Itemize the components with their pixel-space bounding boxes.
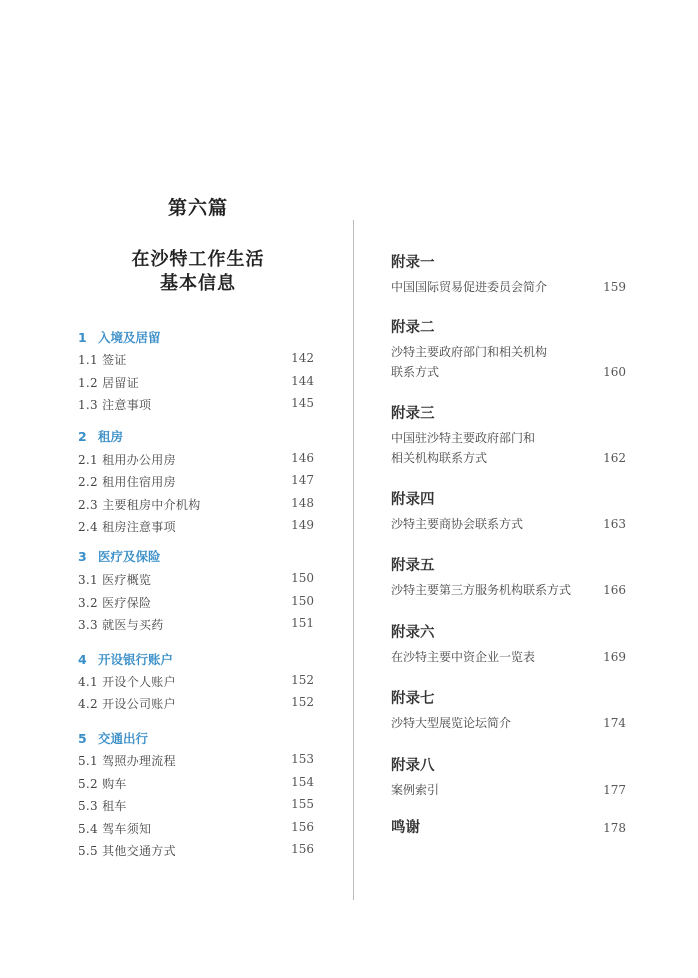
- toc-entry-page: 150: [291, 594, 314, 608]
- toc-entry-label: 2.1 租用办公用房: [78, 453, 176, 467]
- toc-entry[interactable]: [78, 594, 314, 611]
- appendix-entry-page: 162: [603, 451, 626, 465]
- appendix-entry-label: 案例索引: [391, 783, 440, 797]
- appendix-entry-label: 在沙特主要中资企业一览表: [391, 650, 536, 664]
- toc-entry-label: 2.4 租房注意事项: [78, 520, 176, 534]
- appendix-entry-label: 沙特主要商协会联系方式: [391, 517, 524, 531]
- toc-entry-label: 5.4 驾车须知: [78, 822, 152, 836]
- appendix-entry-4[interactable]: [391, 514, 626, 534]
- toc-entry[interactable]: [78, 496, 314, 513]
- toc-entry[interactable]: [78, 396, 314, 413]
- appendix-entry-page: 159: [603, 280, 626, 294]
- appendix-entry-page: 160: [603, 365, 626, 379]
- acknowledgement-title: 鸣谢: [391, 820, 420, 836]
- toc-entry-label: 2.3 主要租房中介机构: [78, 498, 201, 512]
- appendix-entry-page: 166: [603, 583, 626, 597]
- toc-entry[interactable]: [78, 752, 314, 769]
- toc-entry-page: 156: [291, 820, 314, 834]
- toc-entry-label: 3.2 医疗保险: [78, 596, 152, 610]
- toc-entry[interactable]: [78, 695, 314, 712]
- toc-entry[interactable]: [78, 351, 314, 368]
- toc-entry-label: 4.1 开设个人账户: [78, 675, 176, 689]
- toc-entry[interactable]: [78, 473, 314, 490]
- toc-entry[interactable]: [78, 797, 314, 814]
- section-heading-2[interactable]: [78, 427, 123, 445]
- appendix-title-2[interactable]: 附录二: [391, 320, 435, 336]
- toc-entry-label: 5.5 其他交通方式: [78, 844, 176, 858]
- toc-entry[interactable]: [78, 673, 314, 690]
- appendix-entry-8[interactable]: [391, 780, 626, 800]
- toc-entry[interactable]: [78, 571, 314, 588]
- appendix-entry-page: 163: [603, 517, 626, 531]
- section-number: 2: [78, 429, 87, 444]
- toc-entry[interactable]: [78, 374, 314, 391]
- appendix-entry-6[interactable]: [391, 647, 626, 667]
- toc-entry[interactable]: [78, 451, 314, 468]
- appendix-entry-label-line-2: 联系方式: [391, 365, 440, 379]
- section-title: 入境及居留: [98, 330, 161, 345]
- appendix-title-5[interactable]: 附录五: [391, 558, 435, 574]
- appendix-title-1[interactable]: 附录一: [391, 255, 435, 271]
- toc-entry-label: 5.2 购车: [78, 777, 127, 791]
- toc-entry-label: 1.3 注意事项: [78, 398, 152, 412]
- toc-entry-label: 3.1 医疗概览: [78, 573, 152, 587]
- section-heading-4[interactable]: [78, 650, 173, 668]
- toc-entry[interactable]: [78, 820, 314, 837]
- appendix-entry-label: 沙特大型展览论坛简介: [391, 716, 512, 730]
- section-title: 开设银行账户: [98, 652, 174, 667]
- appendix-title-8[interactable]: 附录八: [391, 758, 435, 774]
- section-heading-5[interactable]: [78, 729, 148, 747]
- chapter-title-line-2: 基本信息: [160, 273, 236, 294]
- chapter-title-line-1: 在沙特工作生活: [131, 249, 265, 270]
- appendix-entry-label-line-2: 相关机构联系方式: [391, 451, 488, 465]
- toc-entry-page: 150: [291, 571, 314, 585]
- toc-entry-label: 5.3 租车: [78, 799, 127, 813]
- section-title: 交通出行: [98, 731, 149, 746]
- section-heading-1[interactable]: [78, 328, 161, 346]
- toc-entry[interactable]: [78, 842, 314, 859]
- toc-entry-page: 144: [291, 374, 314, 388]
- section-heading-3[interactable]: [78, 547, 161, 565]
- chapter-title: [0, 248, 396, 296]
- appendix-title-7[interactable]: 附录七: [391, 691, 435, 707]
- appendix-entry-3[interactable]: [391, 428, 626, 468]
- section-number: 4: [78, 652, 87, 667]
- toc-entry-page: 148: [291, 496, 314, 510]
- appendix-entry-1[interactable]: [391, 277, 626, 297]
- toc-entry-page: 146: [291, 451, 314, 465]
- toc-entry-page: 156: [291, 842, 314, 856]
- acknowledgement-entry[interactable]: [391, 818, 626, 838]
- section-title: 租房: [98, 429, 124, 444]
- section-number: 3: [78, 549, 87, 564]
- appendix-entry-label: 沙特主要第三方服务机构联系方式: [391, 583, 572, 597]
- section-number: 5: [78, 731, 87, 746]
- appendix-entry-page: 177: [603, 783, 626, 797]
- section-number: 1: [78, 330, 87, 345]
- column-divider: [353, 220, 354, 900]
- appendix-entry-label-line-1: 沙特主要政府部门和相关机构: [391, 345, 548, 359]
- toc-entry-page: 155: [291, 797, 314, 811]
- appendix-entry-page: 174: [603, 716, 626, 730]
- toc-entry[interactable]: [78, 775, 314, 792]
- appendix-title-6[interactable]: 附录六: [391, 625, 435, 641]
- appendix-entry-7[interactable]: [391, 713, 626, 733]
- appendix-entry-label: 中国国际贸易促进委员会简介: [391, 280, 548, 294]
- toc-entry-label: 4.2 开设公司账户: [78, 697, 176, 711]
- acknowledgement-page: 178: [603, 821, 626, 835]
- toc-entry-label: 1.1 签证: [78, 353, 127, 367]
- appendix-title-4[interactable]: 附录四: [391, 492, 435, 508]
- appendix-title-3[interactable]: 附录三: [391, 406, 435, 422]
- appendix-entry-label-line-1: 中国驻沙特主要政府部门和: [391, 431, 536, 445]
- toc-entry-page: 154: [291, 775, 314, 789]
- appendix-entry-5[interactable]: [391, 580, 626, 600]
- toc-entry-label: 2.2 租用住宿用房: [78, 475, 176, 489]
- toc-entry-page: 145: [291, 396, 314, 410]
- toc-entry-label: 1.2 居留证: [78, 376, 139, 390]
- section-title: 医疗及保险: [98, 549, 161, 564]
- toc-entry-page: 142: [291, 351, 314, 365]
- toc-entry[interactable]: [78, 518, 314, 535]
- toc-entry-label: 5.1 驾照办理流程: [78, 754, 176, 768]
- toc-entry-page: 147: [291, 473, 314, 487]
- toc-entry-page: 152: [291, 673, 314, 687]
- toc-entry[interactable]: [78, 616, 314, 633]
- appendix-entry-2[interactable]: [391, 342, 626, 382]
- toc-entry-page: 152: [291, 695, 314, 709]
- part-title: 第六篇: [167, 197, 228, 219]
- toc-entry-page: 151: [291, 616, 314, 630]
- toc-entry-page: 153: [291, 752, 314, 766]
- appendix-entry-page: 169: [603, 650, 626, 664]
- toc-entry-page: 149: [291, 518, 314, 532]
- toc-entry-label: 3.3 就医与买药: [78, 618, 164, 632]
